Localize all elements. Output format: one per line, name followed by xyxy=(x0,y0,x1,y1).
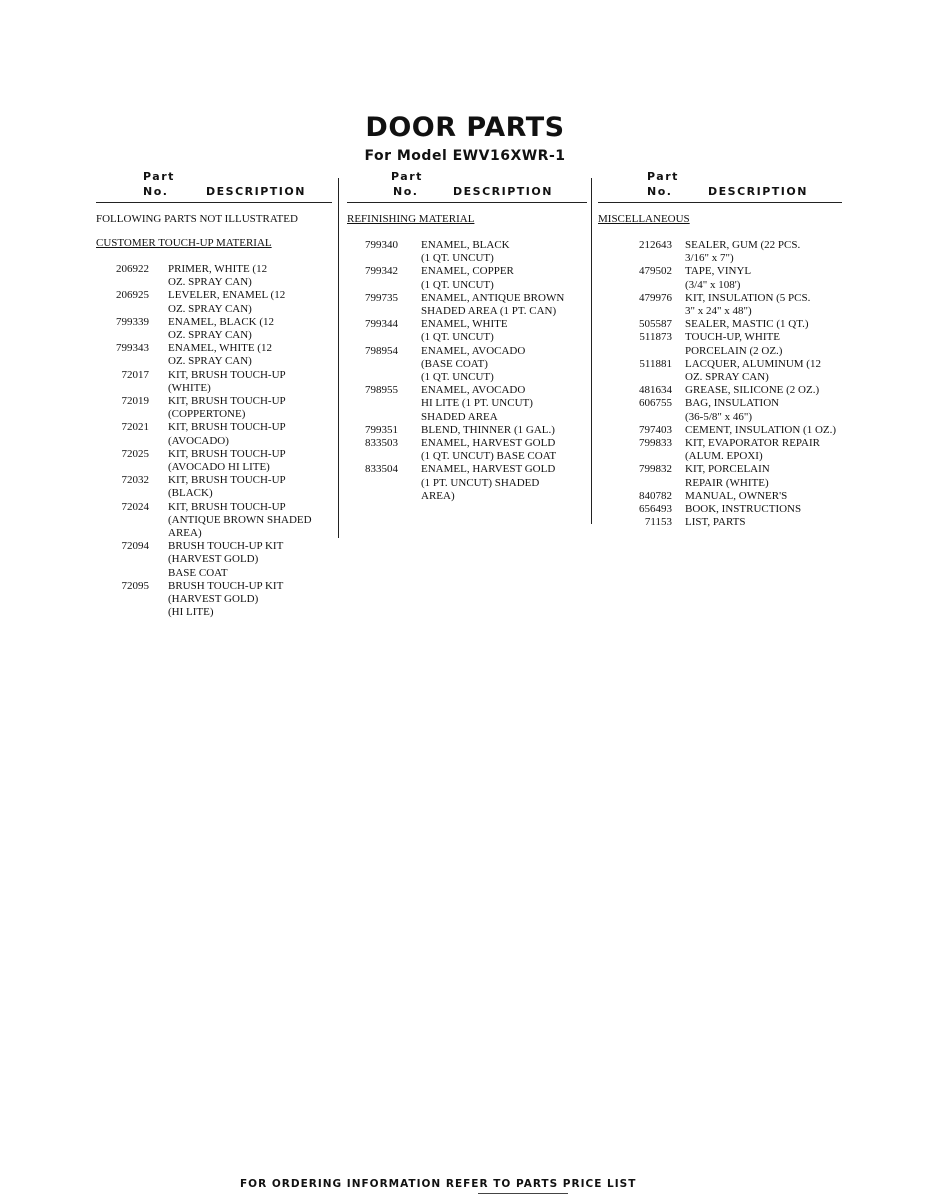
description-line: OZ. SPRAY CAN) xyxy=(168,355,252,368)
part-row xyxy=(347,437,587,463)
part-number: 799351 xyxy=(365,423,398,436)
part-description xyxy=(149,540,332,580)
part-number: 606755 xyxy=(639,397,672,410)
part-number: 72024 xyxy=(121,500,149,513)
description-line: (1 QT. UNCUT) BASE COAT xyxy=(421,450,557,463)
part-row xyxy=(598,490,842,503)
description-line: (1 PT. UNCUT) SHADED xyxy=(421,476,540,489)
part-description xyxy=(149,289,332,315)
part-description xyxy=(672,490,842,503)
description-line: BLEND, THINNER (1 GAL.) xyxy=(421,423,555,436)
part-description xyxy=(149,474,332,500)
description-line: OZ. SPRAY CAN) xyxy=(168,329,252,342)
part-row xyxy=(347,239,587,265)
part-description xyxy=(149,580,332,620)
description-line: BOOK, INSTRUCTIONS xyxy=(685,503,802,516)
part-row xyxy=(598,503,842,516)
section-heading: MISCELLANEOUS xyxy=(598,213,690,225)
section-heading: REFINISHING MATERIAL xyxy=(347,213,475,225)
description-label: DESCRIPTION xyxy=(206,185,306,198)
part-description xyxy=(149,448,332,474)
description-line: (BASE COAT) xyxy=(421,357,488,370)
part-description xyxy=(672,292,842,318)
description-line: (1 QT. UNCUT) xyxy=(421,252,494,265)
part-number: 656493 xyxy=(639,503,672,516)
part-number: 799340 xyxy=(365,239,398,251)
part-row xyxy=(347,424,587,437)
description-line: TOUCH-UP, WHITE xyxy=(685,331,780,344)
description-line: REPAIR (WHITE) xyxy=(685,476,769,489)
part-number: 833504 xyxy=(365,463,398,476)
parts-list xyxy=(598,239,842,529)
part-description xyxy=(672,318,842,331)
part-description xyxy=(398,345,587,385)
description-line: BASE COAT xyxy=(168,566,228,579)
description-line: (ANTIQUE BROWN SHADED xyxy=(168,513,312,526)
part-number: 511873 xyxy=(639,331,672,344)
part-description xyxy=(149,263,332,289)
part-number: 799344 xyxy=(365,318,398,331)
part-row xyxy=(96,474,332,500)
description-line: MANUAL, OWNER'S xyxy=(685,489,788,502)
part-number: 799833 xyxy=(639,437,672,450)
parts-column-3 xyxy=(598,170,842,529)
description-line: (1 QT. UNCUT) xyxy=(421,331,494,344)
part-description xyxy=(672,239,842,265)
part-description xyxy=(672,516,842,529)
description-line: SHADED AREA (1 PT. CAN) xyxy=(421,305,557,318)
description-label: DESCRIPTION xyxy=(453,185,553,198)
part-number: 833503 xyxy=(365,437,398,450)
description-line: SEALER, GUM (22 PCS. xyxy=(685,239,801,251)
part-row xyxy=(598,397,842,423)
page-title: DOOR PARTS xyxy=(365,112,565,143)
part-row xyxy=(598,463,842,489)
description-line: AREA) xyxy=(168,527,202,540)
description-line: ENAMEL, HARVEST GOLD xyxy=(421,437,556,450)
description-line: PRIMER, WHITE (12 xyxy=(168,263,268,275)
description-line: ENAMEL, HARVEST GOLD xyxy=(421,463,556,476)
description-line: KIT, EVAPORATOR REPAIR xyxy=(685,437,820,450)
description-line: KIT, PORCELAIN xyxy=(685,463,770,476)
part-row xyxy=(96,395,332,421)
parts-list xyxy=(96,263,332,619)
parts-column-2 xyxy=(347,170,587,503)
part-description xyxy=(149,395,332,421)
part-number: 72032 xyxy=(121,474,149,487)
part-number: 799342 xyxy=(365,265,398,278)
part-description xyxy=(672,265,842,291)
column-divider xyxy=(338,178,339,538)
description-line: 3" x 24" x 48") xyxy=(685,305,752,318)
part-description xyxy=(398,239,587,265)
description-line: (WHITE) xyxy=(168,381,211,394)
description-line: ENAMEL, BLACK (12 xyxy=(168,315,275,328)
description-line: TAPE, VINYL xyxy=(685,265,752,278)
part-number: 479976 xyxy=(639,291,672,304)
part-number: 511881 xyxy=(639,357,672,370)
part-row xyxy=(347,463,587,503)
part-row xyxy=(598,239,842,265)
part-number: 72017 xyxy=(121,368,149,381)
part-number: 505587 xyxy=(639,318,672,331)
description-line: AREA) xyxy=(421,489,455,502)
description-line: CEMENT, INSULATION (1 OZ.) xyxy=(685,423,837,436)
description-label: DESCRIPTION xyxy=(708,185,808,198)
part-number: 799735 xyxy=(365,291,398,304)
part-number: 798955 xyxy=(365,384,398,397)
part-number: 72094 xyxy=(121,540,149,553)
part-description xyxy=(398,384,587,424)
part-number: 799832 xyxy=(639,463,672,476)
part-number: 72019 xyxy=(121,395,149,408)
column-header xyxy=(598,170,842,203)
description-line: KIT, BRUSH TOUCH-UP xyxy=(168,421,286,434)
part-description xyxy=(149,316,332,342)
description-line: (1 QT. UNCUT) xyxy=(421,278,494,291)
part-number: 799339 xyxy=(116,315,149,328)
description-line: BRUSH TOUCH-UP KIT xyxy=(168,540,284,553)
part-row xyxy=(347,292,587,318)
description-line: (AVOCADO HI LITE) xyxy=(168,461,270,474)
column-header xyxy=(347,170,587,203)
description-line: (HARVEST GOLD) xyxy=(168,593,259,606)
part-row xyxy=(347,265,587,291)
description-line: ENAMEL, AVOCADO xyxy=(421,384,526,397)
description-line: BRUSH TOUCH-UP KIT xyxy=(168,579,284,592)
description-line: (HI LITE) xyxy=(168,606,214,619)
description-line: 3/16" x 7") xyxy=(685,252,734,265)
description-line: (AVOCADO) xyxy=(168,434,229,447)
description-line: LACQUER, ALUMINUM (12 xyxy=(685,357,821,370)
part-number: 840782 xyxy=(639,489,672,502)
part-row xyxy=(347,345,587,385)
description-line: SHADED AREA xyxy=(421,410,498,423)
part-description xyxy=(672,424,842,437)
part-row xyxy=(96,316,332,342)
description-line: KIT, BRUSH TOUCH-UP xyxy=(168,395,286,408)
part-row xyxy=(598,265,842,291)
part-row xyxy=(598,331,842,357)
part-description xyxy=(398,463,587,503)
description-line: (ALUM. EPOXI) xyxy=(685,450,763,463)
part-row xyxy=(96,540,332,580)
description-line: (HARVEST GOLD) xyxy=(168,553,259,566)
description-line: KIT, INSULATION (5 PCS. xyxy=(685,291,811,304)
part-description xyxy=(149,501,332,541)
part-row xyxy=(598,384,842,397)
description-line: OZ. SPRAY CAN) xyxy=(168,276,252,289)
column-divider xyxy=(591,178,592,524)
description-line: HI LITE (1 PT. UNCUT) xyxy=(421,397,533,410)
part-description xyxy=(672,358,842,384)
column-header xyxy=(96,170,332,203)
part-row xyxy=(598,437,842,463)
part-row xyxy=(598,424,842,437)
part-number: 481634 xyxy=(639,384,672,397)
description-line: ENAMEL, BLACK xyxy=(421,239,510,251)
part-row xyxy=(96,501,332,541)
part-description xyxy=(398,265,587,291)
description-line: GREASE, SILICONE (2 OZ.) xyxy=(685,384,820,397)
part-description xyxy=(672,463,842,489)
description-line: (1 QT. UNCUT) xyxy=(421,371,494,384)
part-description xyxy=(149,369,332,395)
part-description xyxy=(149,421,332,447)
part-label: Part xyxy=(391,170,423,183)
part-description xyxy=(398,318,587,344)
ordering-footer: FOR ORDERING INFORMATION REFER TO PARTS PRICE LIST xyxy=(240,1178,637,1190)
part-row xyxy=(598,292,842,318)
part-description xyxy=(672,503,842,516)
part-row xyxy=(598,358,842,384)
part-number: 206925 xyxy=(116,289,149,302)
part-number: 797403 xyxy=(639,423,672,436)
description-line: ENAMEL, ANTIQUE BROWN xyxy=(421,291,565,304)
part-label: Part xyxy=(143,170,175,183)
part-description xyxy=(149,342,332,368)
no-label: No. xyxy=(393,185,419,198)
part-row xyxy=(347,318,587,344)
part-row xyxy=(96,289,332,315)
description-line: OZ. SPRAY CAN) xyxy=(168,302,252,315)
page-subtitle: For Model EWV16XWR-1 xyxy=(364,148,566,164)
part-row xyxy=(347,384,587,424)
part-row xyxy=(96,342,332,368)
part-number: 72095 xyxy=(121,579,149,592)
part-number: 71153 xyxy=(644,516,672,529)
description-line: KIT, BRUSH TOUCH-UP xyxy=(168,474,286,487)
part-description xyxy=(672,384,842,397)
part-number: 798954 xyxy=(365,344,398,357)
description-line: (BLACK) xyxy=(168,487,213,500)
part-row xyxy=(96,580,332,620)
description-line: ENAMEL, WHITE (12 xyxy=(168,342,272,355)
part-description xyxy=(672,397,842,423)
description-line: ENAMEL, COPPER xyxy=(421,265,514,278)
description-line: KIT, BRUSH TOUCH-UP xyxy=(168,500,286,513)
description-line: KIT, BRUSH TOUCH-UP xyxy=(168,368,286,381)
footer-rule xyxy=(478,1193,568,1194)
description-line: ENAMEL, WHITE xyxy=(421,318,508,331)
part-description xyxy=(672,331,842,357)
no-label: No. xyxy=(143,185,169,198)
part-number: 72021 xyxy=(121,421,149,434)
not-illustrated-note: FOLLOWING PARTS NOT ILLUSTRATED xyxy=(96,213,298,225)
parts-column-1 xyxy=(96,170,332,619)
parts-list xyxy=(347,239,587,503)
description-line: KIT, BRUSH TOUCH-UP xyxy=(168,447,286,460)
part-number: 206922 xyxy=(116,263,149,275)
no-label: No. xyxy=(647,185,673,198)
description-line: (COPPERTONE) xyxy=(168,408,246,421)
description-line: BAG, INSULATION xyxy=(685,397,780,410)
description-line: PORCELAIN (2 OZ.) xyxy=(685,344,783,357)
description-line: (3/4" x 108') xyxy=(685,278,741,291)
part-row xyxy=(96,448,332,474)
description-line: OZ. SPRAY CAN) xyxy=(685,371,769,384)
part-description xyxy=(398,424,587,437)
description-line: LEVELER, ENAMEL (12 xyxy=(168,289,286,302)
part-number: 479502 xyxy=(639,265,672,278)
part-row xyxy=(96,263,332,289)
part-label: Part xyxy=(647,170,679,183)
part-row xyxy=(598,318,842,331)
part-description xyxy=(398,292,587,318)
part-row xyxy=(598,516,842,529)
part-row xyxy=(96,369,332,395)
part-row xyxy=(96,421,332,447)
part-description xyxy=(398,437,587,463)
description-line: (36-5/8" x 46") xyxy=(685,410,753,423)
description-line: ENAMEL, AVOCADO xyxy=(421,344,526,357)
part-number: 799343 xyxy=(116,342,149,355)
description-line: LIST, PARTS xyxy=(685,516,746,529)
section-heading: CUSTOMER TOUCH-UP MATERIAL xyxy=(96,237,272,249)
part-number: 212643 xyxy=(639,239,672,251)
description-line: SEALER, MASTIC (1 QT.) xyxy=(685,318,809,331)
part-description xyxy=(672,437,842,463)
part-number: 72025 xyxy=(121,447,149,460)
